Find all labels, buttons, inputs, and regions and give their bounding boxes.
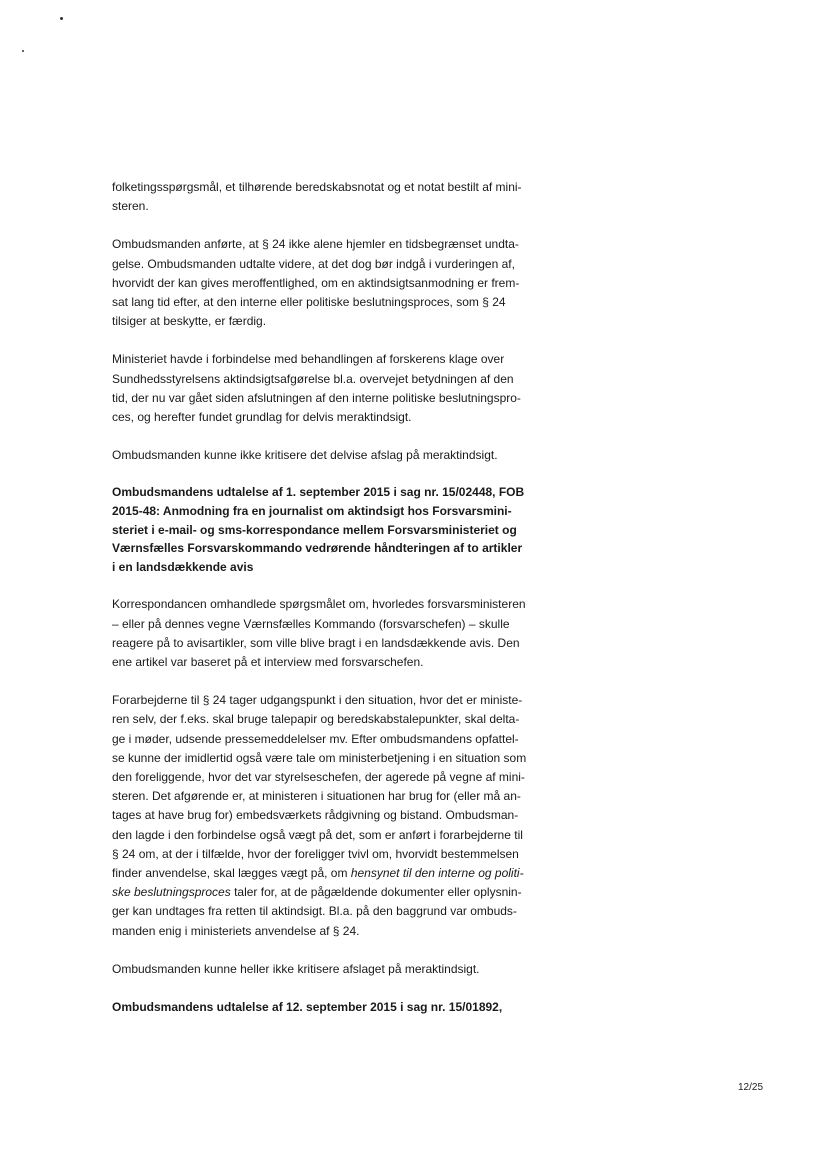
section-heading bbox=[112, 998, 574, 1017]
text-line: den foreliggende, hvor det var styrelseschefen, der agerede på vegne af mini- bbox=[112, 770, 525, 785]
text-line: Ombudsmanden kunne heller ikke kritisere afslaget på meraktindsigt. bbox=[112, 961, 480, 976]
paragraph bbox=[112, 350, 574, 427]
heading-line: Ombudsmandens udtalelse af 12. september 2015 i sag nr. 15/01892, bbox=[112, 1000, 503, 1015]
italic-run: ske beslutningsproces bbox=[112, 885, 231, 900]
text-line: ces, og herefter fundet grundlag for delvis meraktindsigt. bbox=[112, 410, 412, 425]
heading-line: Ombudsmandens udtalelse af 1. september 2015 i sag nr. 15/02448, FOB bbox=[112, 485, 525, 500]
page-number: 12/25 bbox=[738, 1082, 764, 1093]
heading-line: 2015-48: Anmodning fra en journalist om aktindsigt hos Forsvarsmini- bbox=[112, 504, 512, 519]
text-line: manden enig i ministeriets anvendelse af § 24. bbox=[112, 923, 360, 938]
text-line: tages at have brug for) embedsværkets rådgivning og bistand. Ombudsman- bbox=[112, 808, 519, 823]
text-line: Ministeriet havde i forbindelse med behandlingen af forskerens klage over bbox=[112, 352, 505, 367]
text-line: folketingsspørgsmål, et tilhørende beredskabsnotat og et notat bestilt af mini- bbox=[112, 180, 522, 194]
text-line: Sundhedsstyrelsens aktindsigtsafgørelse bl.a. overvejet betydningen af den bbox=[112, 371, 514, 386]
text-line: steren. Det afgørende er, at ministeren i situationen har brug for (eller må an- bbox=[112, 789, 521, 804]
heading-line: steriet i e-mail- og sms-korrespondance mellem Forsvarsministeriet og bbox=[112, 522, 517, 537]
text-line: Forarbejderne til § 24 tager udgangspunkt i den situation, hvor det er ministe- bbox=[112, 693, 523, 708]
heading-line: Værnsfælles Forsvarskommando vedrørende håndteringen af to artikler bbox=[112, 541, 523, 556]
text-line: § 24 om, at der i tilfælde, hvor der foreligger tvivl om, hvorvidt bestemmelsen bbox=[112, 846, 519, 861]
text-line: den lagde i den forbindelse også vægt på det, som er anført i forarbejderne til bbox=[112, 827, 523, 842]
text-line bbox=[112, 864, 574, 883]
text-run: taler for, at de pågældende dokumenter eller oplysnin- bbox=[230, 885, 522, 900]
paragraph bbox=[112, 691, 574, 941]
heading-line: i en landsdækkende avis bbox=[112, 559, 254, 574]
text-line: ge i møder, udsende pressemeddelelser mv. Efter ombudsmandens opfattel- bbox=[112, 731, 519, 746]
text-line: Ombudsmanden anførte, at § 24 ikke alene hjemler en tidsbegrænset undta- bbox=[112, 237, 519, 252]
text-line: sat lang tid efter, at den interne eller politiske beslutningsproces, som § 24 bbox=[112, 295, 506, 310]
paragraph bbox=[112, 595, 574, 672]
text-line: reagere på to avisartikler, som ville blive bragt i en landsdækkende avis. Den bbox=[112, 635, 520, 650]
scan-speck bbox=[22, 50, 24, 52]
text-run: finder anvendelse, skal lægges vægt på, om bbox=[112, 866, 351, 881]
text-line: Ombudsmanden kunne ikke kritisere det delvise afslag på meraktindsigt. bbox=[112, 448, 498, 463]
text-line: tilsiger at beskytte, er færdig. bbox=[112, 314, 267, 329]
text-line: ene artikel var baseret på et interview med forsvarschefen. bbox=[112, 655, 424, 670]
paragraph bbox=[112, 446, 574, 465]
text-line: hvorvidt der kan gives meroffentlighed, om en aktindsigtsanmodning er frem- bbox=[112, 275, 520, 290]
text-line bbox=[112, 883, 574, 902]
text-line: Korrespondancen omhandlede spørgsmålet om, hvorledes forsvarsministeren bbox=[112, 597, 526, 612]
italic-run: hensynet til den interne og politi- bbox=[350, 866, 524, 881]
paragraph bbox=[112, 178, 574, 216]
section-heading bbox=[112, 483, 574, 576]
paragraph bbox=[112, 960, 574, 979]
text-line: se kunne der imidlertid også være tale om ministerbetjening i en situation som bbox=[112, 750, 527, 765]
text-line: gelse. Ombudsmanden udtalte videre, at det dog bør indgå i vurderingen af, bbox=[112, 256, 515, 271]
text-line: tid, der nu var gået siden afslutningen af den interne politiske beslutningspro- bbox=[112, 390, 521, 405]
scan-speck bbox=[60, 17, 63, 20]
text-line: ren selv, der f.eks. skal bruge talepapir og beredskabstalepunkter, skal delta- bbox=[112, 712, 520, 727]
text-line: – eller på dennes vegne Værnsfælles Kommando (forsvarschefen) – skulle bbox=[112, 616, 510, 631]
text-line: ger kan undtages fra retten til aktindsigt. Bl.a. på den baggrund var ombuds- bbox=[112, 904, 517, 919]
paragraph bbox=[112, 235, 574, 331]
document-body bbox=[112, 178, 574, 1017]
text-line: steren. bbox=[112, 199, 149, 214]
